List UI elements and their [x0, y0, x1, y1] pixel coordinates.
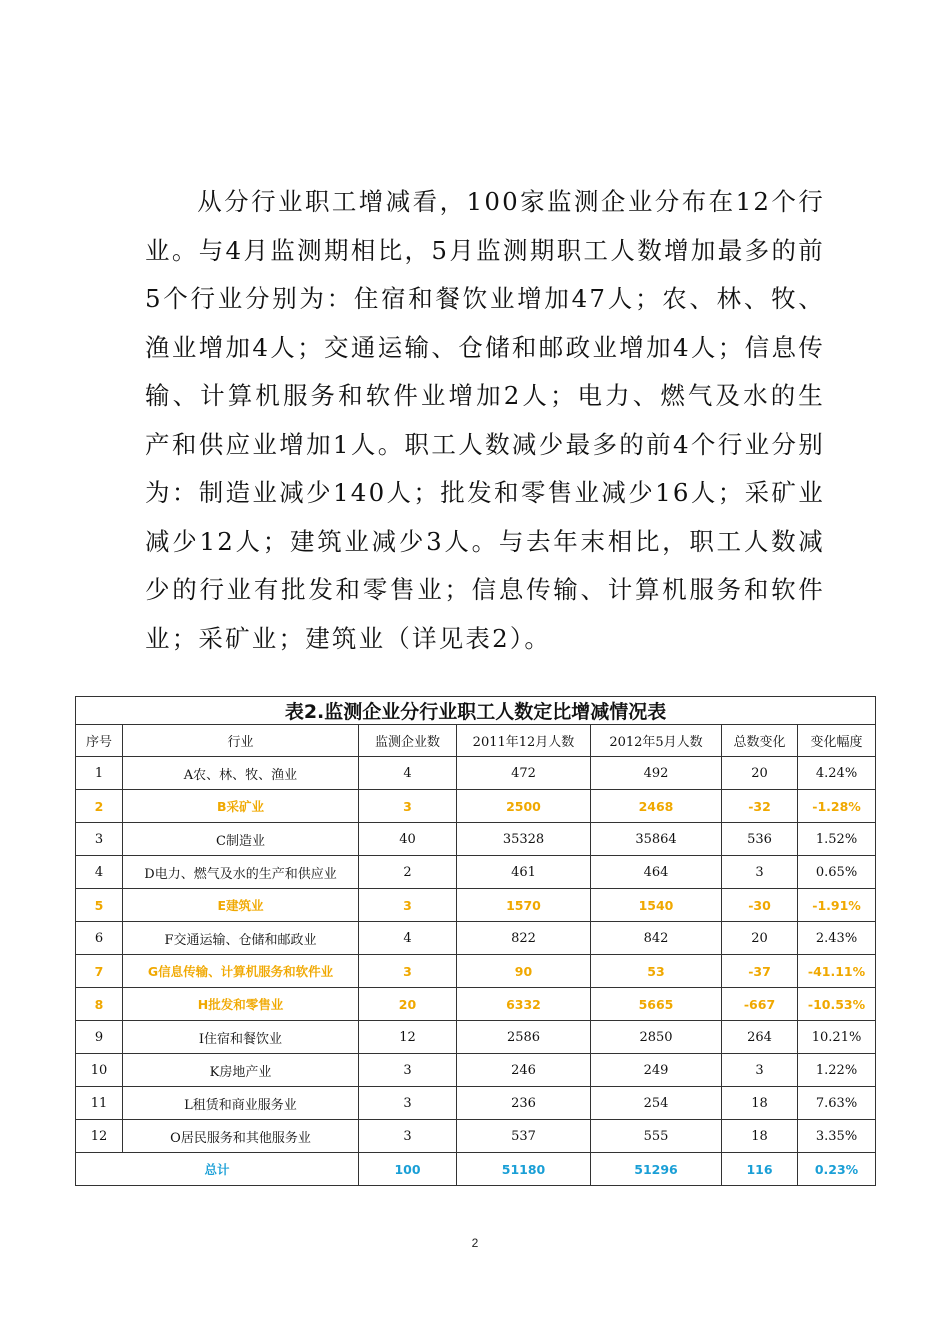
- cell-2011-dec: 2500: [457, 790, 591, 823]
- cell-change-rate: -10.53%: [798, 988, 876, 1021]
- cell-companies: 20: [359, 988, 457, 1021]
- cell-change-rate: 7.63%: [798, 1087, 876, 1120]
- cell-total-change: 3: [722, 1054, 798, 1087]
- cell-2012-may: 254: [591, 1087, 722, 1120]
- table-row: [76, 757, 876, 790]
- cell-industry: C制造业: [123, 823, 359, 856]
- table-row: [76, 1021, 876, 1054]
- cell-2011-dec: 2586: [457, 1021, 591, 1054]
- table-body: [76, 757, 876, 1153]
- header-index: 序号: [76, 725, 123, 757]
- cell-2011-dec: 472: [457, 757, 591, 790]
- table-row: [76, 1087, 876, 1120]
- table-row: [76, 1054, 876, 1087]
- table-row: [76, 856, 876, 889]
- cell-companies: 3: [359, 790, 457, 823]
- cell-companies: 40: [359, 823, 457, 856]
- cell-2011-dec: 537: [457, 1120, 591, 1153]
- total-change: 116: [722, 1153, 798, 1186]
- cell-total-change: 264: [722, 1021, 798, 1054]
- cell-companies: 3: [359, 889, 457, 922]
- cell-total-change: 3: [722, 856, 798, 889]
- total-2011-dec: 51180: [457, 1153, 591, 1186]
- cell-2012-may: 5665: [591, 988, 722, 1021]
- cell-index: 1: [76, 757, 123, 790]
- cell-industry: A农、林、牧、渔业: [123, 757, 359, 790]
- cell-index: 4: [76, 856, 123, 889]
- cell-2011-dec: 90: [457, 955, 591, 988]
- cell-companies: 2: [359, 856, 457, 889]
- cell-companies: 12: [359, 1021, 457, 1054]
- total-rate: 0.23%: [798, 1153, 876, 1186]
- cell-industry: O居民服务和其他服务业: [123, 1120, 359, 1153]
- cell-2011-dec: 35328: [457, 823, 591, 856]
- table-row: [76, 955, 876, 988]
- total-companies: 100: [359, 1153, 457, 1186]
- cell-change-rate: 1.52%: [798, 823, 876, 856]
- cell-2011-dec: 461: [457, 856, 591, 889]
- cell-index: 3: [76, 823, 123, 856]
- cell-index: 6: [76, 922, 123, 955]
- cell-industry: L租赁和商业服务业: [123, 1087, 359, 1120]
- header-change-rate: 变化幅度: [798, 725, 876, 757]
- cell-2012-may: 464: [591, 856, 722, 889]
- cell-total-change: 20: [722, 757, 798, 790]
- cell-industry: H批发和零售业: [123, 988, 359, 1021]
- cell-companies: 4: [359, 757, 457, 790]
- cell-2012-may: 555: [591, 1120, 722, 1153]
- cell-change-rate: 3.35%: [798, 1120, 876, 1153]
- cell-change-rate: 2.43%: [798, 922, 876, 955]
- cell-2011-dec: 822: [457, 922, 591, 955]
- cell-change-rate: 10.21%: [798, 1021, 876, 1054]
- cell-total-change: 18: [722, 1087, 798, 1120]
- cell-2012-may: 35864: [591, 823, 722, 856]
- header-industry: 行业: [123, 725, 359, 757]
- cell-index: 5: [76, 889, 123, 922]
- table-row: [76, 823, 876, 856]
- cell-index: 9: [76, 1021, 123, 1054]
- cell-2012-may: 53: [591, 955, 722, 988]
- cell-total-change: -30: [722, 889, 798, 922]
- table-row: [76, 889, 876, 922]
- cell-industry: D电力、燃气及水的生产和供应业: [123, 856, 359, 889]
- cell-industry: E建筑业: [123, 889, 359, 922]
- cell-change-rate: -1.28%: [798, 790, 876, 823]
- cell-companies: 3: [359, 1054, 457, 1087]
- cell-index: 12: [76, 1120, 123, 1153]
- cell-companies: 4: [359, 922, 457, 955]
- cell-change-rate: 1.22%: [798, 1054, 876, 1087]
- cell-index: 2: [76, 790, 123, 823]
- cell-industry: K房地产业: [123, 1054, 359, 1087]
- header-total-change: 总数变化: [722, 725, 798, 757]
- header-2012-may: 2012年5月人数: [591, 725, 722, 757]
- table-row: [76, 790, 876, 823]
- cell-companies: 3: [359, 1120, 457, 1153]
- table-row: [76, 922, 876, 955]
- cell-2011-dec: 246: [457, 1054, 591, 1087]
- cell-2012-may: 1540: [591, 889, 722, 922]
- cell-change-rate: -41.11%: [798, 955, 876, 988]
- cell-change-rate: -1.91%: [798, 889, 876, 922]
- cell-change-rate: 0.65%: [798, 856, 876, 889]
- cell-index: 8: [76, 988, 123, 1021]
- table-row: [76, 1120, 876, 1153]
- cell-2011-dec: 1570: [457, 889, 591, 922]
- cell-total-change: -37: [722, 955, 798, 988]
- cell-industry: F交通运输、仓储和邮政业: [123, 922, 359, 955]
- page-number: 2: [471, 1236, 479, 1250]
- cell-2011-dec: 236: [457, 1087, 591, 1120]
- table-row: [76, 988, 876, 1021]
- cell-industry: I住宿和餐饮业: [123, 1021, 359, 1054]
- paragraph-text: 从分行业职工增减看，100家监测企业分布在12个行业。与4月监测期相比，5月监测期职工人数增加最多的前5个行业分别为：住宿和餐饮业增加47人；农、林、牧、渔业增加4人；交通运输、仓储和邮政业增加4人；信息传输、计算机服务和软件业增加2人；电力、燃气及水的生产和供应业增加1人。职工人数减少最多的前4个行业分别为：制造业减少140人；批发和零售业减少16人；采矿业减少12人；建筑业减少3人。与去年末相比，职工人数减少的行业有批发和零售业；信息传输、计算机服务和软件业；采矿业；建筑业（详见表2）。: [145, 187, 825, 653]
- cell-index: 11: [76, 1087, 123, 1120]
- cell-total-change: 18: [722, 1120, 798, 1153]
- cell-companies: 3: [359, 1087, 457, 1120]
- cell-2012-may: 492: [591, 757, 722, 790]
- cell-total-change: -32: [722, 790, 798, 823]
- cell-companies: 3: [359, 955, 457, 988]
- cell-total-change: 536: [722, 823, 798, 856]
- cell-2012-may: 2850: [591, 1021, 722, 1054]
- cell-2012-may: 249: [591, 1054, 722, 1087]
- header-2011-dec: 2011年12月人数: [457, 725, 591, 757]
- cell-total-change: -667: [722, 988, 798, 1021]
- cell-2011-dec: 6332: [457, 988, 591, 1021]
- industry-table: [75, 696, 876, 1186]
- total-2012-may: 51296: [591, 1153, 722, 1186]
- header-companies: 监测企业数: [359, 725, 457, 757]
- body-paragraph: [145, 178, 825, 663]
- cell-index: 7: [76, 955, 123, 988]
- cell-total-change: 20: [722, 922, 798, 955]
- total-label: 总计: [76, 1153, 359, 1186]
- table-title: 表2.监测企业分行业职工人数定比增减情况表: [76, 697, 876, 725]
- cell-2012-may: 842: [591, 922, 722, 955]
- cell-industry: B采矿业: [123, 790, 359, 823]
- cell-index: 10: [76, 1054, 123, 1087]
- cell-industry: G信息传输、计算机服务和软件业: [123, 955, 359, 988]
- cell-change-rate: 4.24%: [798, 757, 876, 790]
- cell-2012-may: 2468: [591, 790, 722, 823]
